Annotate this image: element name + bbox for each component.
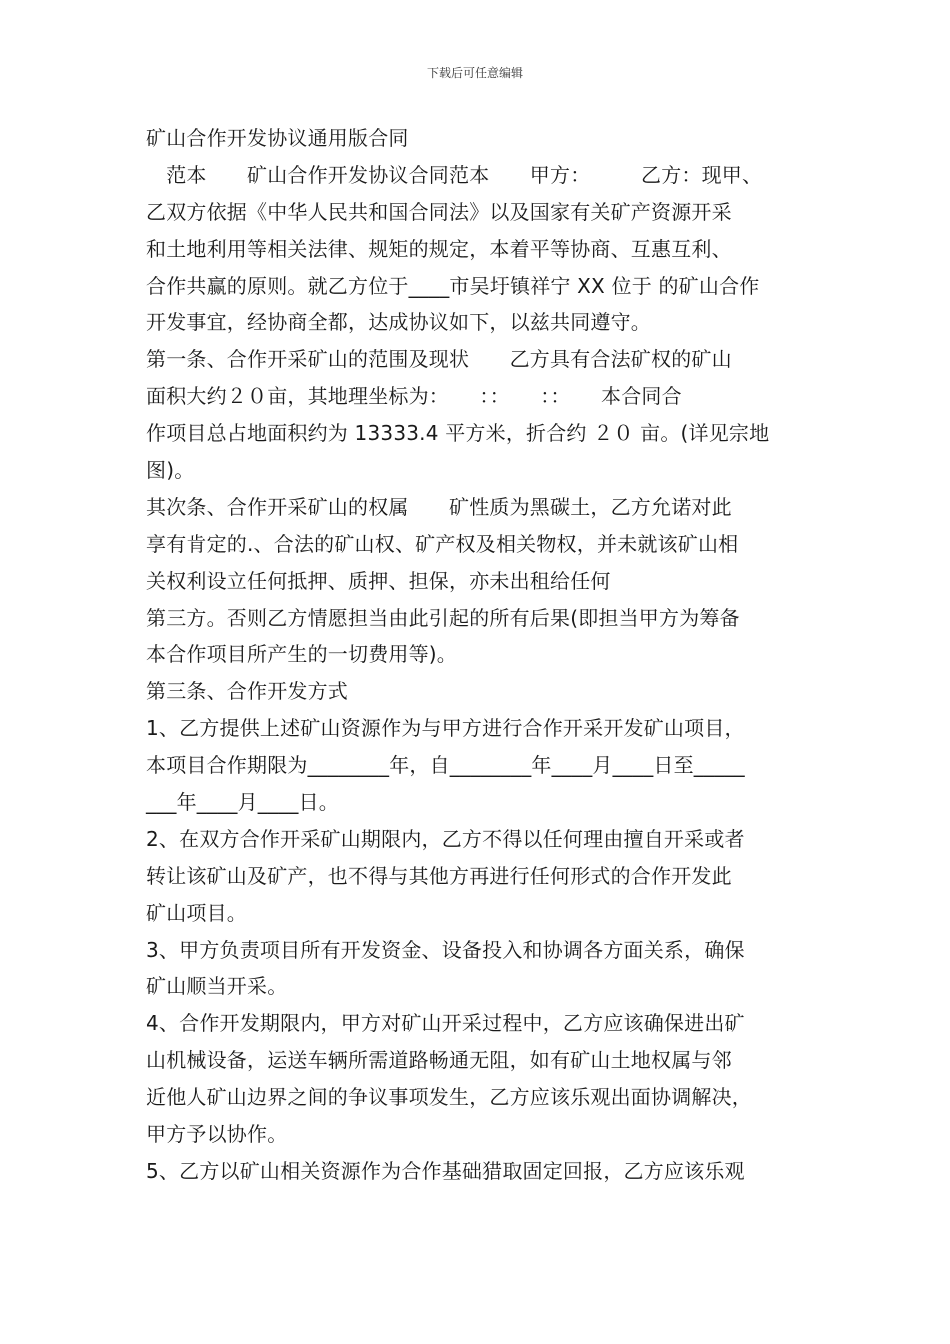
paragraph-line: 图)。: [146, 458, 195, 483]
paragraph-line: 乙双方依据《中华人民共和国合同法》以及国家有关矿产资源开采: [146, 199, 732, 224]
article-heading-line: 第一条、合作开采矿山的范围及现状 乙方具有合法矿权的矿山: [146, 347, 732, 372]
clause-line: 5、乙方以矿山相关资源作为合作基础猎取固定回报，乙方应该乐观: [146, 1158, 745, 1183]
paragraph-line: 本合作项目所产生的一切费用等)。: [146, 642, 458, 667]
paragraph-line: 范本 矿山合作开发协议合同范本 甲方： 乙方：现甲、: [146, 162, 763, 187]
header-note: 下载后可任意编辑: [426, 66, 523, 80]
clause-line: 甲方予以协作。: [146, 1122, 288, 1147]
paragraph-line: 第三方。否则乙方情愿担当由此引起的所有后果(即担当甲方为筹备: [146, 605, 740, 630]
paragraph-line: 关权利设立任何抵押、质押、担保，亦未出租给任何: [146, 568, 611, 593]
clause-line: 山机械设备，运送车辆所需道路畅通无阻，如有矿山土地权属与邻: [146, 1048, 732, 1073]
paragraph-line: 合作共赢的原则。就乙方位于____市吴圩镇祥宁 XX 位于 的矿山合作: [146, 273, 760, 298]
clause-line: 近他人矿山边界之间的争议事项发生，乙方应该乐观出面协调解决，: [146, 1085, 752, 1110]
clause-line: 矿山顺当开采。: [146, 974, 288, 999]
clause-line: 本项目合作期限为________年，自________年____月____日至_____: [146, 753, 745, 778]
article-heading: 第三条、合作开发方式: [146, 679, 348, 704]
clause-line: 矿山项目。: [146, 900, 247, 925]
clause-line: ___年____月____日。: [146, 790, 339, 815]
clause-line: 4、合作开发期限内，甲方对矿山开采过程中，乙方应该确保进出矿: [146, 1011, 745, 1036]
paragraph-line: 作项目总占地面积约为 13333.4 平方米，折合约 ２０ 亩。(详见宗地: [146, 421, 770, 446]
clause-line: 2、在双方合作开采矿山期限内，乙方不得以任何理由擅自开采或者: [146, 826, 745, 851]
clause-line: 1、乙方提供上述矿山资源作为与甲方进行合作开采开发矿山项目，: [146, 716, 745, 741]
clause-line: 3、甲方负责项目所有开发资金、设备投入和协调各方面关系，确保: [146, 937, 745, 962]
paragraph-line: 和土地利用等相关法律、规矩的规定，本着平等协商、互惠互利、: [146, 236, 732, 261]
article-heading-line: 其次条、合作开采矿山的权属 矿性质为黑碳土，乙方允诺对此: [146, 494, 732, 519]
paragraph-line: 开发事宜，经协商全都，达成协议如下，以兹共同遵守。: [146, 310, 651, 335]
clause-line: 转让该矿山及矿产，也不得与其他方再进行任何形式的合作开发此: [146, 863, 732, 888]
document-body: [146, 120, 810, 1190]
paragraph-line: 面积大约２０亩，其地理坐标为： ：： ：： 本合同合: [146, 384, 682, 409]
paragraph-line: 享有肯定的.、合法的矿山权、矿产权及相关物权，并未就该矿山相: [146, 531, 739, 556]
document-title: 矿山合作开发协议通用版合同: [146, 126, 409, 150]
